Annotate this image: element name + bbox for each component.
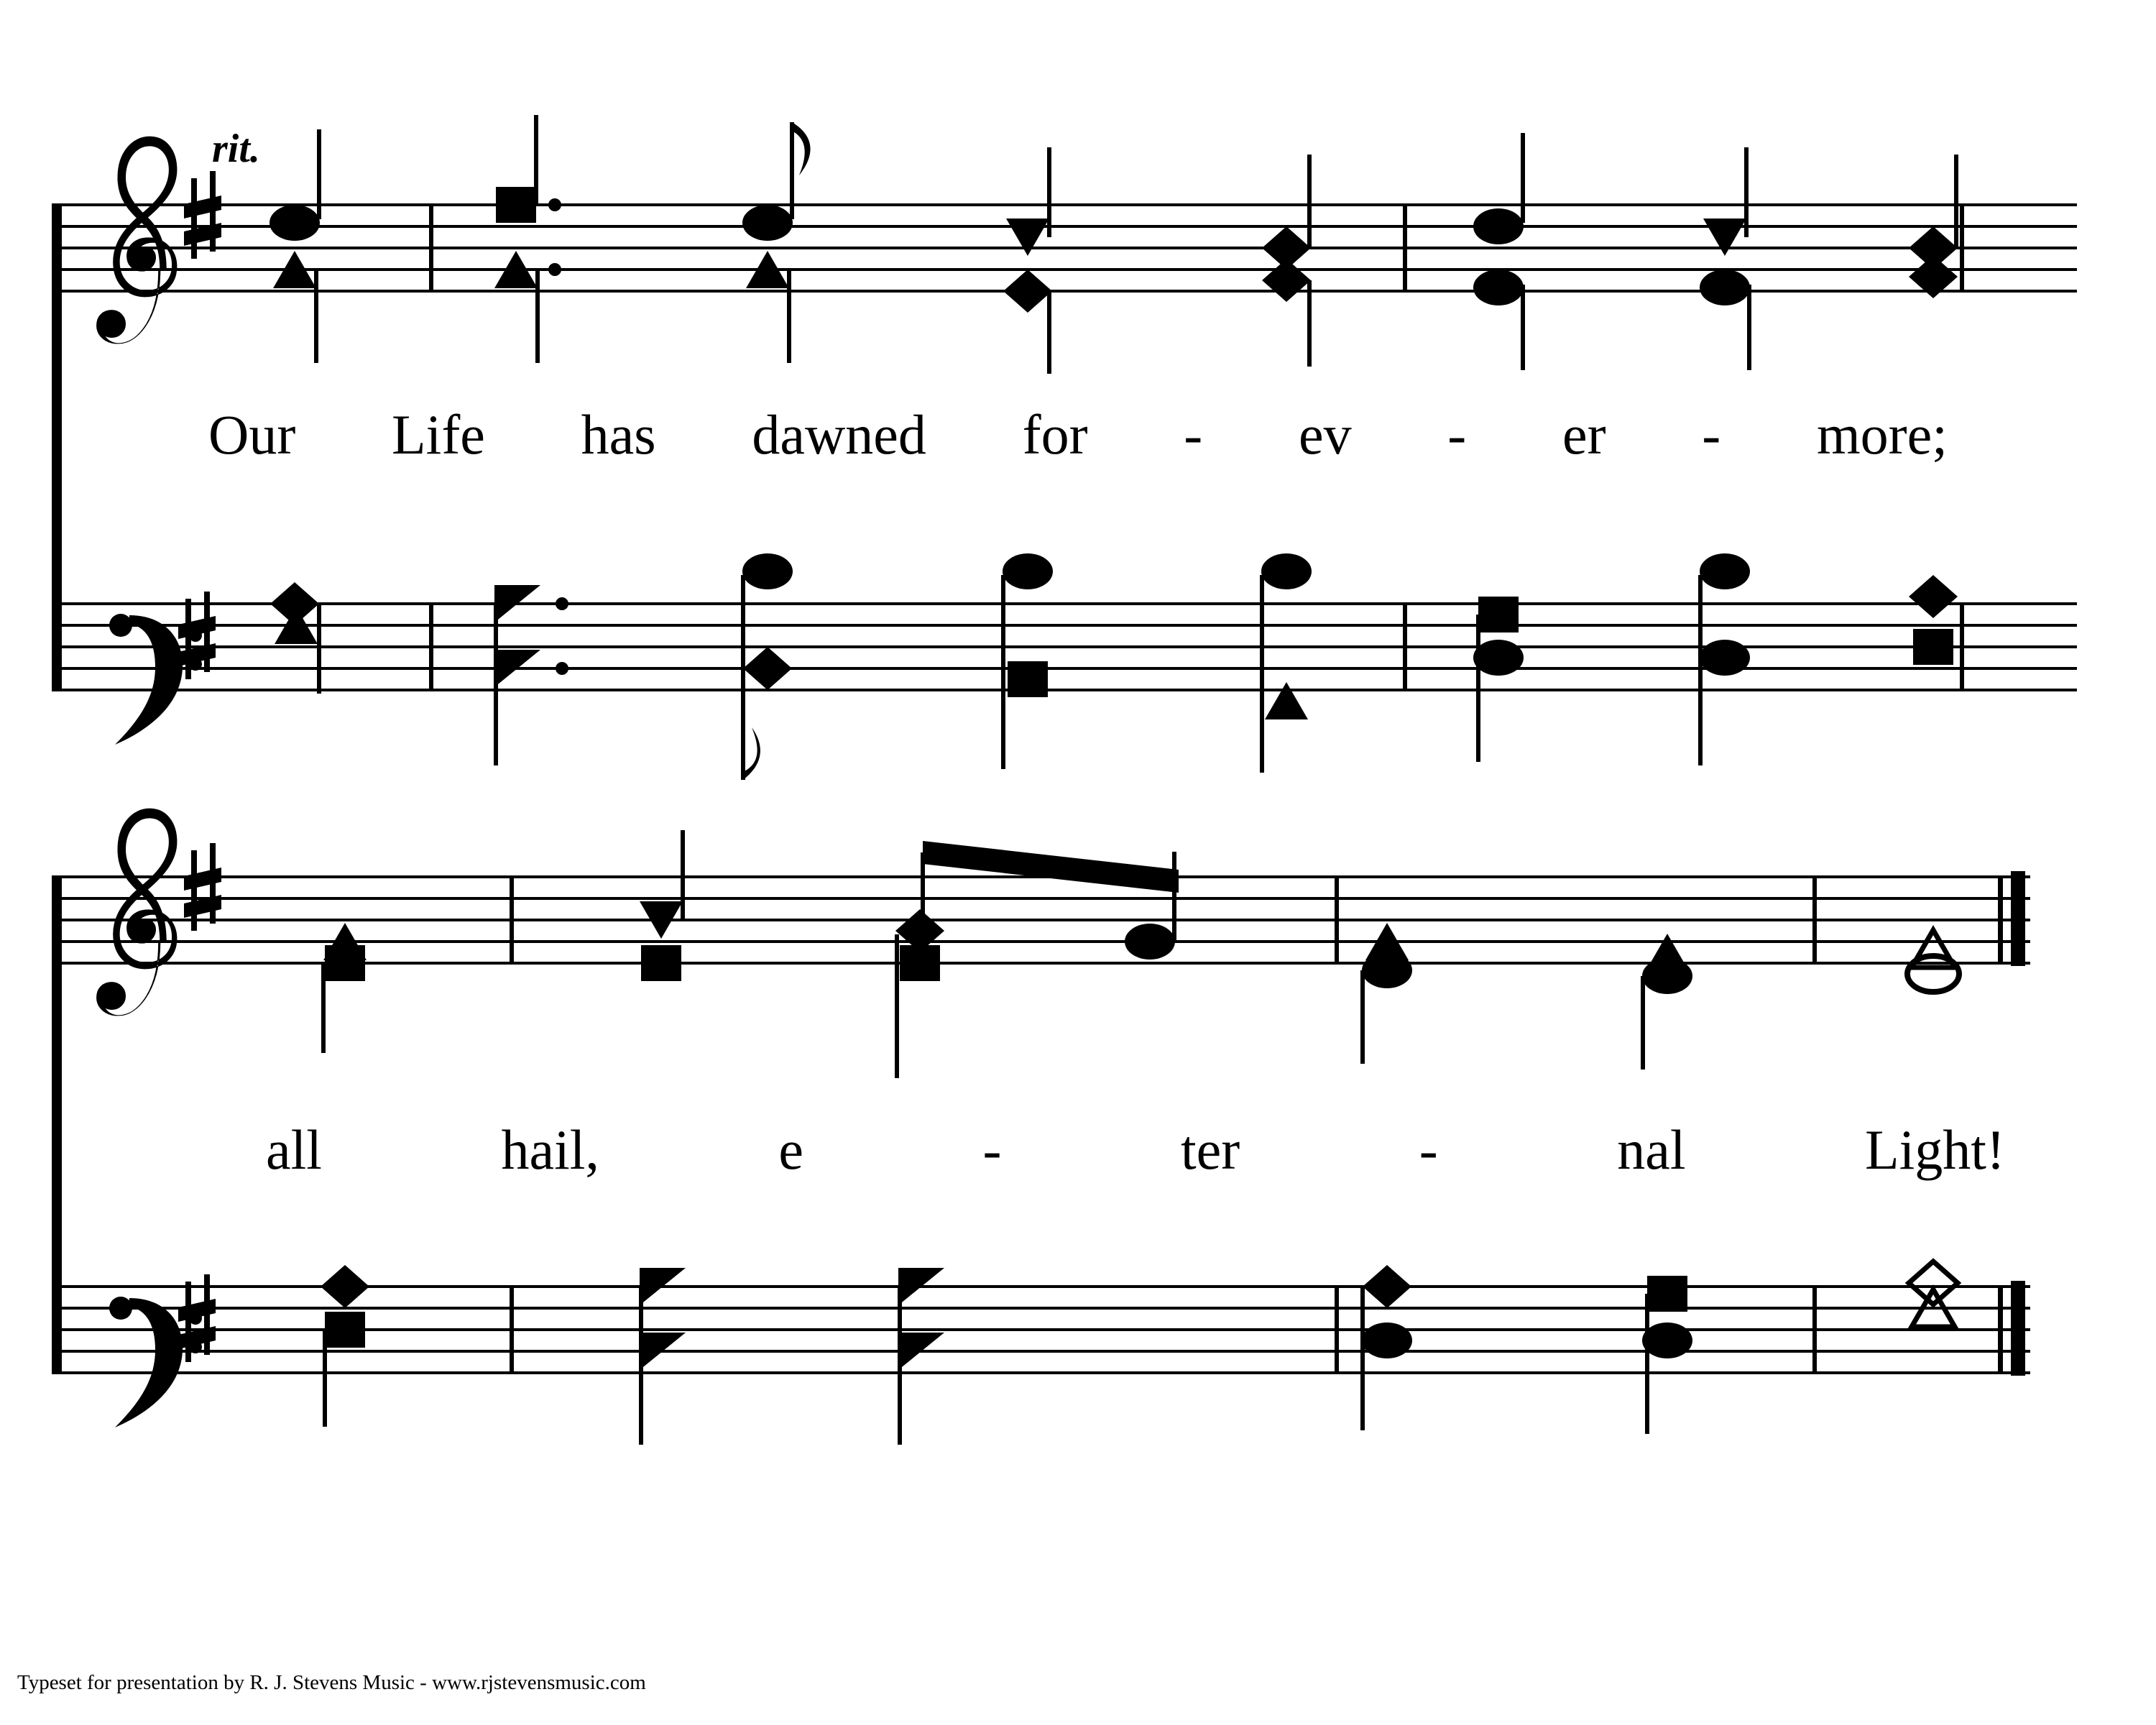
lyric-syllable: more; <box>1816 403 1948 466</box>
lyric-syllable: for <box>1022 403 1088 466</box>
lyric-syllable: Our <box>208 403 296 466</box>
lyric-syllable: e <box>778 1118 804 1181</box>
lyric-hyphen: - <box>982 1118 1002 1181</box>
lyric-hyphen: - <box>1702 403 1721 466</box>
lyric-syllable: er <box>1562 403 1606 466</box>
lyric-syllable: has <box>581 403 656 466</box>
lyric-syllable: ter <box>1180 1118 1240 1181</box>
lyric-syllable: Light! <box>1864 1118 2005 1181</box>
lyric-hyphen: - <box>1184 403 1203 466</box>
lyric-syllable: nal <box>1617 1118 1686 1181</box>
lyric-hyphen: - <box>1447 403 1467 466</box>
lyric-syllable: all <box>266 1118 322 1181</box>
typeset-credit: Typeset for presentation by R. J. Stevens Music - www.rjstevensmusic.com <box>17 1671 646 1694</box>
lyrics-line-1 <box>208 402 1948 467</box>
lyric-syllable: Life <box>392 403 485 466</box>
lyrics-line-2 <box>266 1118 2005 1182</box>
lyric-syllable: hail, <box>501 1118 599 1181</box>
lyric-syllable: ev <box>1298 403 1352 466</box>
lyric-syllable: dawned <box>752 403 926 466</box>
tempo-marking-rit: rit. <box>212 126 260 171</box>
lyric-hyphen: - <box>1419 1118 1438 1181</box>
